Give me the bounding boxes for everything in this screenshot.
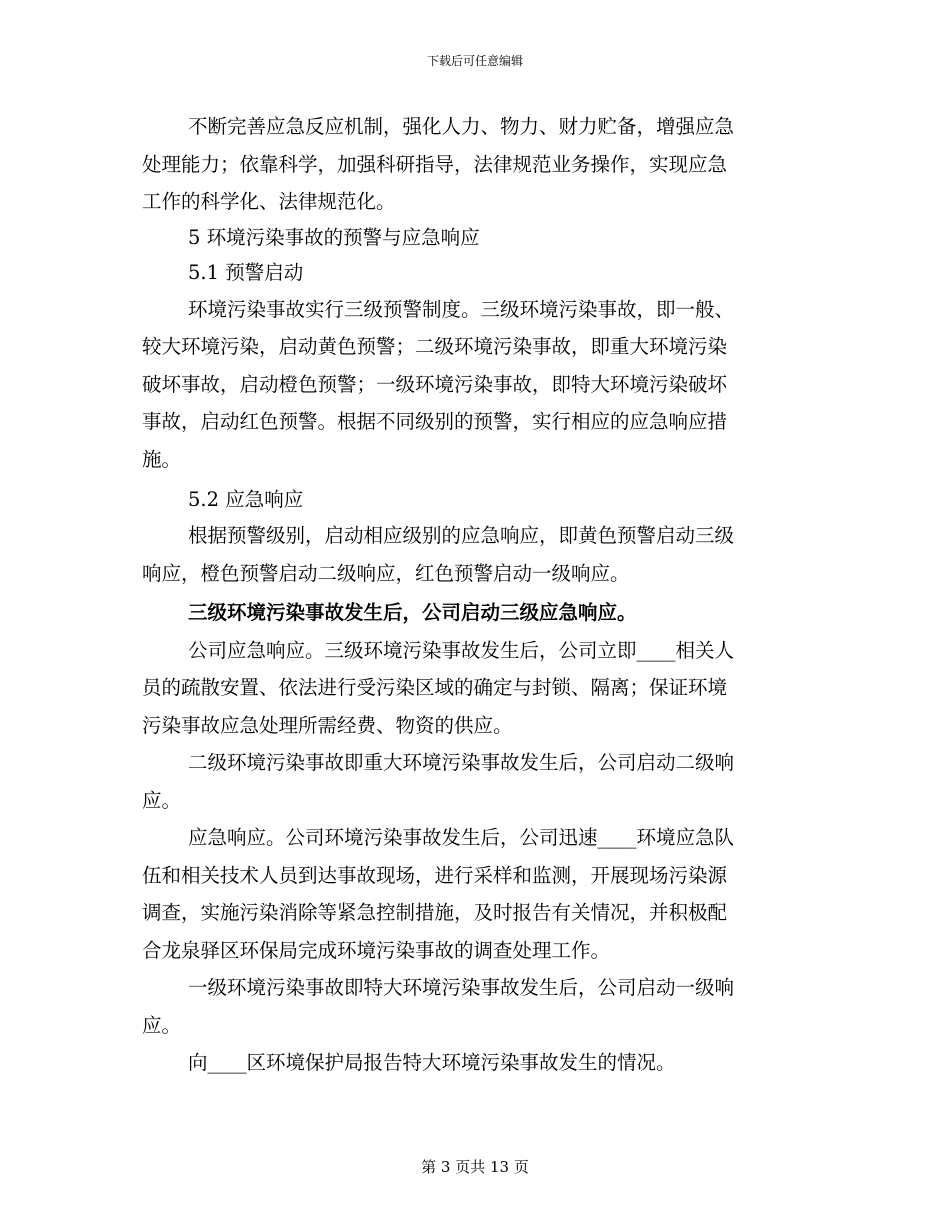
paragraph-line: 二级环境污染事故即重大环境污染事故发生后，公司启动二级响 [188,751,735,774]
paragraph-line: 调查，实施污染消除等紧急控制措施，及时报告有关情况，并积极配 [142,901,728,924]
subsection-heading: 5.1 预警启动 [188,260,304,284]
paragraph-line: 环境污染事故实行三级预警制度。三级环境污染事故，即一般、 [188,297,735,321]
page-footer: 第 3 页共 13 页 [421,1158,529,1176]
document-body [142,108,806,1082]
subsection-heading: 5.2 应急响应 [188,488,304,511]
paragraph-line: 事故，启动红色预警。根据不同级别的预警，实行相应的应急响应措 [142,410,728,433]
paragraph-line: 应急响应。公司环境污染事故发生后，公司迅速____环境应急队 [188,826,735,849]
paragraph-line: 不断完善应急反应机制，强化人力、物力、财力贮备，增强应急 [188,115,735,138]
paragraph-line: 较大环境污染，启动黄色预警；二级环境污染事故，即重大环境污染 [142,335,728,358]
paragraph-line: 员的疏散安置、依法进行受污染区域的确定与封锁、隔离；保证环境 [142,676,728,699]
paragraph-line: 处理能力；依靠科学，加强科研指导，法律规范业务操作，实现应急 [142,152,728,176]
section-heading: 5 环境污染事故的预警与应急响应 [188,225,480,249]
paragraph-line: 响应，橙色预警启动二级响应，红色预警启动一级响应。 [142,561,630,585]
paragraph-line: 应。 [142,1013,182,1037]
paragraph-line: 工作的科学化、法律规范化。 [142,190,396,213]
paragraph-line: 伍和相关技术人员到达事故现场，进行采样和监测，开展现场污染源 [142,863,728,887]
paragraph-line: 根据预警级别，启动相应级别的应急响应，即黄色预警启动三级 [188,524,735,547]
paragraph-line: 公司应急响应。三级环境污染事故发生后，公司立即____相关人 [188,638,735,662]
paragraph-line: 施。 [142,447,182,471]
paragraph-line: 合龙泉驿区环保局完成环境污染事故的调查处理工作。 [142,938,611,962]
bold-statement: 三级环境污染事故发生后，公司启动三级应急响应。 [188,601,637,624]
paragraph-line: 一级环境污染事故即特大环境污染事故发生后，公司启动一级响 [188,976,735,999]
paragraph-line: 污染事故应急处理所需经费、物资的供应。 [142,713,513,737]
paragraph-line: 破坏事故，启动橙色预警；一级环境污染事故，即特大环境污染破坏 [142,372,728,396]
paragraph-line: 向____区环境保护局报告特大环境污染事故发生的情况。 [188,1051,676,1074]
page-header: 下载后可任意编辑 [426,54,523,68]
paragraph-line: 应。 [142,788,182,812]
